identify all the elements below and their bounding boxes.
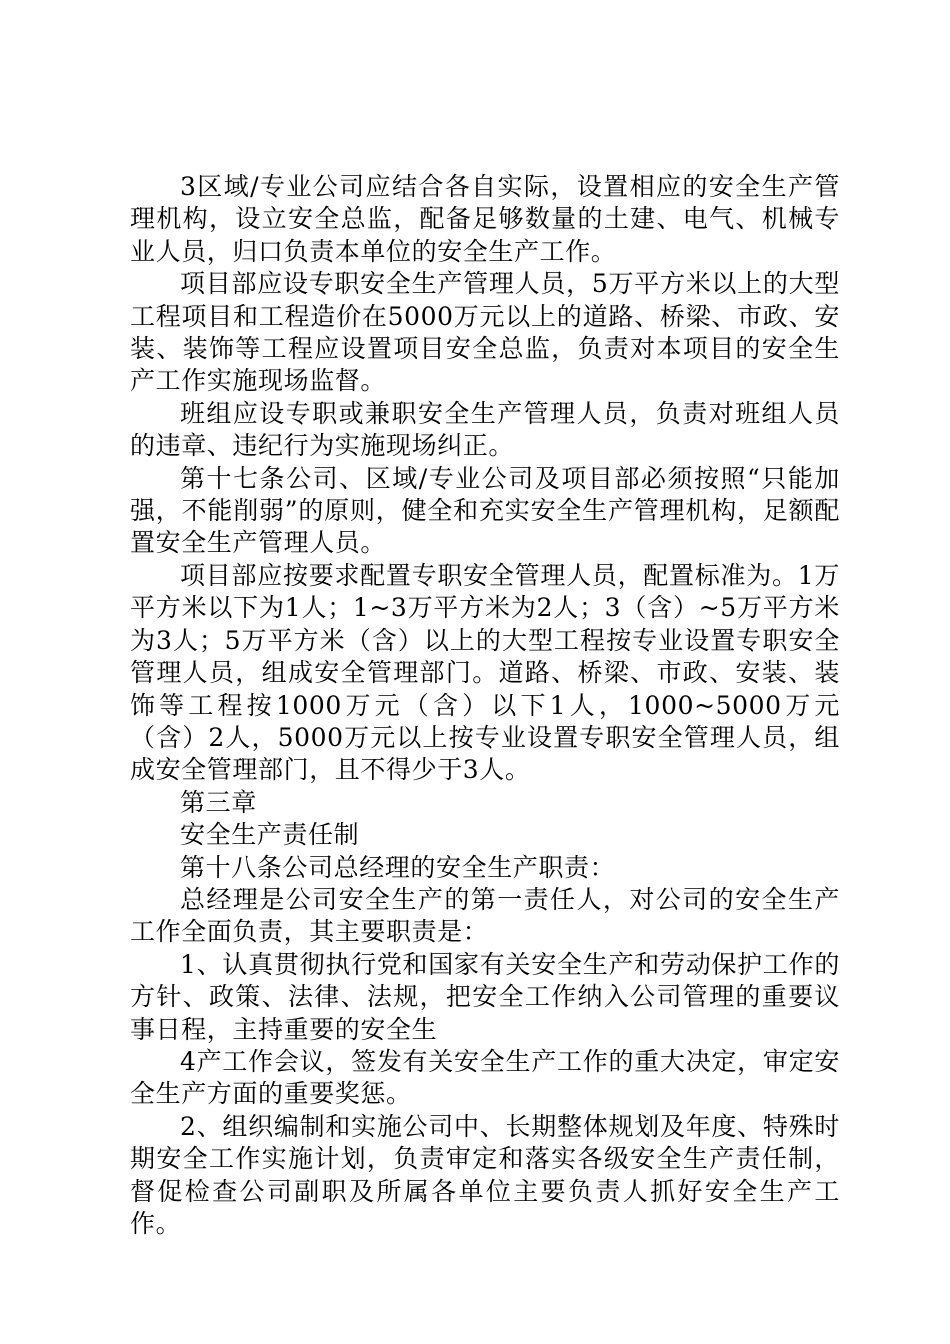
paragraph-10: 1、认真贯彻执行党和国家有关安全生产和劳动保护工作的方针、政策、法律、法规，把安全工作纳入公司管理的重要议事日程，主持重要的安全生 xyxy=(130,949,840,1044)
article-18-heading: 第十八条公司总经理的安全生产职责： xyxy=(180,852,616,882)
paragraph-3: 班组应设专职或兼职安全生产管理人员，负责对班组人员的违章、违纪行为实施现场纠正。 xyxy=(130,398,840,461)
paragraph-2: 项目部应设专职安全生产管理人员，5万平方米以上的大型工程项目和工程造价在5000万元以上的道路、桥梁、市政、安装、装饰等工程应设置项目安全总监，负责对本项目的安全生产工作实施现场监督。 xyxy=(130,269,840,396)
paragraph-1: 3区域/专业公司应结合各自实际，设置相应的安全生产管理机构，设立安全总监，配备足够数量的土建、电气、机械专业人员，归口负责本单位的安全生产工作。 xyxy=(130,172,840,266)
paragraph-5: 项目部应按要求配置专职安全管理人员，配置标准为。1万平方米以下为1人；1~3万平方米为2人；3（含）~5万平方米为3人；5万平方米（含）以上的大型工程按专业设置专职安全管理人员，组成安全管理部门。道路、桥梁、市政、安装、装饰等工程按1000万元（含）以下1人，1000~5000万元（含）2人，5000万元以上按专业设置专职安全管理人员，组成安全管理部门，且不得少于3人。 xyxy=(130,560,840,785)
paragraph-9: 总经理是公司安全生产的第一责任人，对公司的安全生产工作全面负责，其主要职责是： xyxy=(130,884,840,947)
paragraph-12: 2、组织编制和实施公司中、长期整体规划及年度、特殊时期安全工作实施计划，负责审定和落实各级安全生产责任制，督促检查公司副职及所属各单位主要负责人抓好安全生产工作。 xyxy=(130,1111,840,1238)
document-body xyxy=(130,171,840,1240)
paragraph-4: 第十七条公司、区域/专业公司及项目部必须按照“只能加强，不能削弱”的原则，健全和充实安全生产管理机构，足额配置安全生产管理人员。 xyxy=(130,463,840,558)
chapter-heading: 第三章 xyxy=(180,787,257,817)
paragraph-11: 4产工作会议，签发有关安全生产工作的重大决定，审定安全生产方面的重要奖惩。 xyxy=(130,1046,840,1109)
chapter-title: 安全生产责任制 xyxy=(180,820,360,850)
